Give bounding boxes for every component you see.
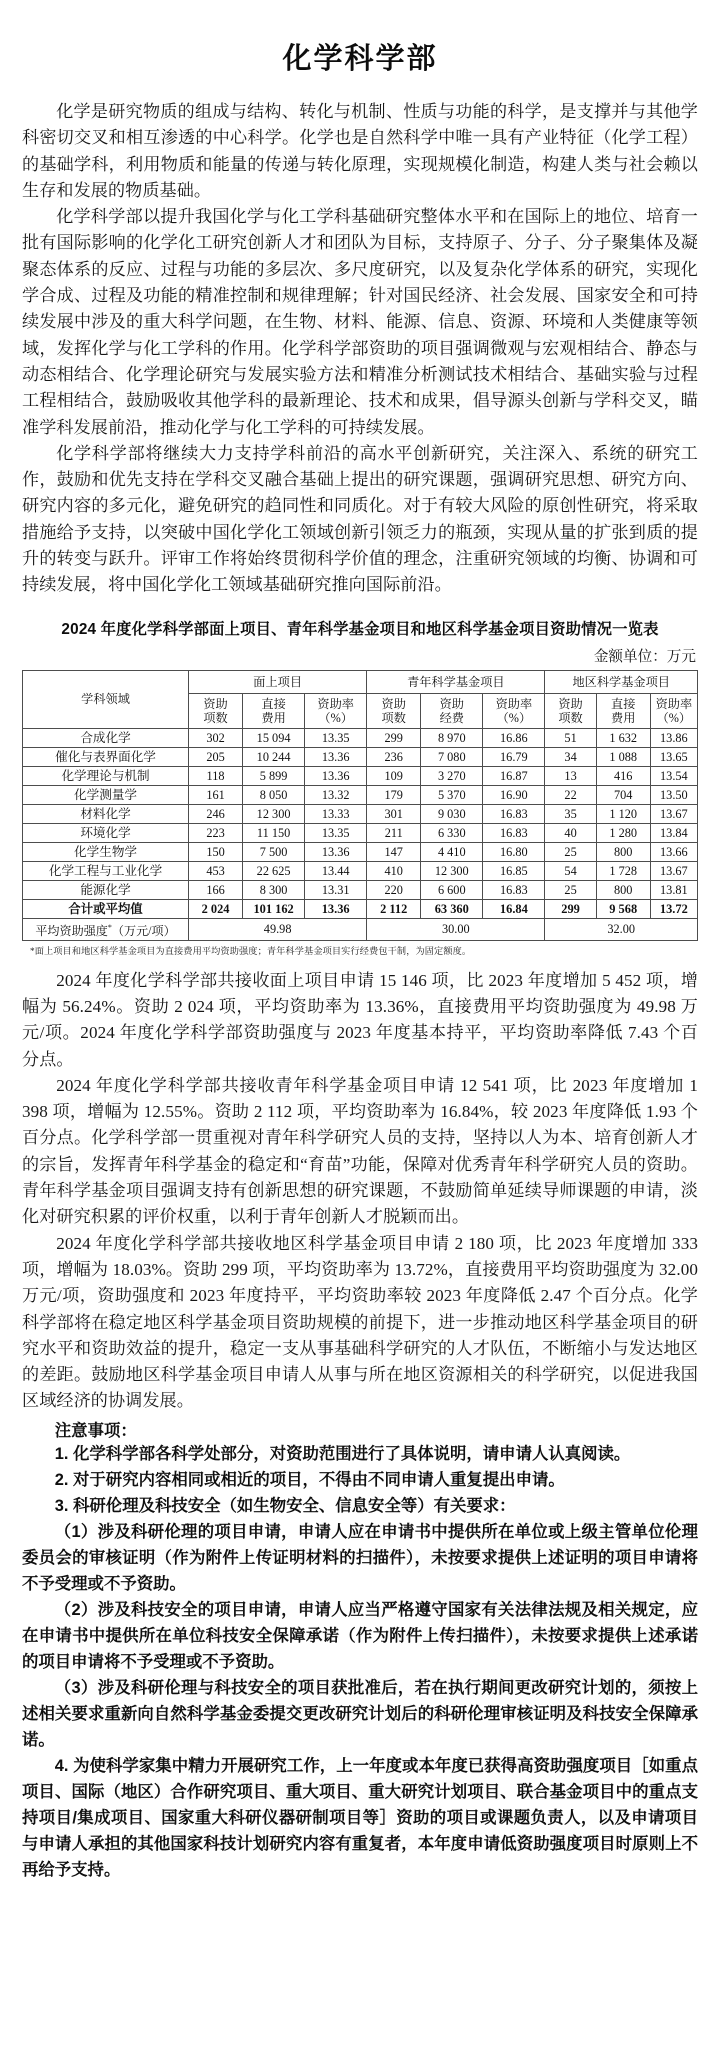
cell-value: 1 280 [596, 823, 650, 842]
cell-value: 16.83 [483, 880, 545, 899]
cell-value: 179 [367, 785, 421, 804]
col-header-region-rate [650, 693, 697, 728]
cell-field: 环境化学 [23, 823, 189, 842]
note-item: 1. 化学科学部各科学处部分，对资助范围进行了具体说明，请申请人认真阅读。 [54, 1444, 631, 1463]
note-item: 2. 对于研究内容相同或相近的项目，不得由不同申请人重复提出申请。 [54, 1470, 565, 1489]
col-header-youth-count [367, 693, 421, 728]
col-header-region-count [545, 693, 596, 728]
cell-value: 236 [367, 747, 421, 766]
statistics-paragraphs [22, 968, 698, 1415]
cell-value: 51 [545, 728, 596, 747]
cell-value: 8 970 [421, 728, 483, 747]
cell-value: 13.54 [650, 766, 697, 785]
cell-value: 301 [367, 804, 421, 823]
table-intensity-row [23, 918, 698, 940]
cell-value: 34 [545, 747, 596, 766]
funding-table-block [22, 617, 698, 958]
cell-value: 118 [189, 766, 243, 785]
cell-field: 化学工程与工业化学 [23, 861, 189, 880]
cell-value: 25 [545, 880, 596, 899]
cell-value: 13.81 [650, 880, 697, 899]
sub-line: 项数 [558, 710, 583, 725]
cell-value: 147 [367, 842, 421, 861]
cell-value: 16.83 [483, 823, 545, 842]
cell-value: 13.35 [305, 823, 367, 842]
col-group-youth: 青年科学基金项目 [367, 670, 545, 693]
cell-value: 16.84 [483, 899, 545, 918]
note-item: （3）涉及科研伦理与科技安全的项目获批准后，若在执行期间更改研究计划的，须按上述相关要求重新向自然科学基金委提交更改研究计划后的科研伦理审核证明及科技安全保障承诺。 [22, 1678, 698, 1749]
cell-value: 13.36 [305, 899, 367, 918]
cell-value: 13.66 [650, 842, 697, 861]
col-header-region-direct-cost [596, 693, 650, 728]
cell-field: 催化与表界面化学 [23, 747, 189, 766]
cell-value: 12 300 [421, 861, 483, 880]
cell-value: 150 [189, 842, 243, 861]
cell-value: 8 300 [243, 880, 305, 899]
funding-table [22, 670, 698, 941]
col-header-field: 学科领域 [23, 670, 189, 728]
cell-value: 13.35 [305, 728, 367, 747]
table-row [23, 747, 698, 766]
cell-field: 合计或平均值 [23, 899, 189, 918]
cell-value: 13.84 [650, 823, 697, 842]
cell-value: 10 244 [243, 747, 305, 766]
sub-line: 资助率 [317, 696, 354, 711]
intro-paragraphs [22, 99, 698, 599]
cell-field: 能源化学 [23, 880, 189, 899]
cell-value: 54 [545, 861, 596, 880]
cell-value: 16.85 [483, 861, 545, 880]
sub-line: （%） [496, 710, 532, 725]
cell-value: 16.86 [483, 728, 545, 747]
col-header-general-rate [305, 693, 367, 728]
cell-value: 15 094 [243, 728, 305, 747]
col-header-general-direct-cost [243, 693, 305, 728]
cell-field: 化学生物学 [23, 842, 189, 861]
page-title: 化学科学部 [282, 43, 438, 75]
paragraph: 2024 年度化学科学部共接收地区科学基金项目申请 2 180 项，比 2023 年度增加 333 项，增幅为 18.03%。资助 299 项，平均资助率为 13.72%，直接费用平均资助强度为 32.00 万元/项，资助强度和 2023 年度持平，平均资助率较 2023 年度降低 2.47 个百分点。化学科学部将在稳定地区科学基金项目资助规模的前提下，进一步推动地区科学基金项目的研究水平和资助效益的提升，稳定一支从事基础科学研究的人才队伍，不断缩小与发达地区的差距。鼓励地区科学基金项目申请人从事与所在地区资源相关的科学研究，以促进我国区域经济的协调发展。 [22, 1233, 698, 1411]
table-body [23, 728, 698, 940]
cell-value: 22 [545, 785, 596, 804]
cell-value: 4 410 [421, 842, 483, 861]
cell-value: 416 [596, 766, 650, 785]
table-total-row [23, 899, 698, 918]
cell-value: 8 050 [243, 785, 305, 804]
col-header-youth-funding [421, 693, 483, 728]
table-row [23, 785, 698, 804]
cell-value: 704 [596, 785, 650, 804]
cell-value: 40 [545, 823, 596, 842]
sub-line: 资助 [381, 696, 406, 711]
note-item: 3. 科研伦理及科技安全（如生物安全、信息安全等）有关要求： [54, 1496, 516, 1515]
cell-value: 800 [596, 880, 650, 899]
cell-value: 12 300 [243, 804, 305, 823]
cell-value: 13.50 [650, 785, 697, 804]
cell-value: 13.65 [650, 747, 697, 766]
col-group-region: 地区科学基金项目 [545, 670, 698, 693]
notes-section [22, 1417, 698, 1883]
cell-value: 5 370 [421, 785, 483, 804]
sub-line: 费用 [611, 710, 636, 725]
cell-value: 1 120 [596, 804, 650, 823]
cell-value: 16.83 [483, 804, 545, 823]
cell-value: 205 [189, 747, 243, 766]
cell-value: 13.86 [650, 728, 697, 747]
cell-value: 7 500 [243, 842, 305, 861]
cell-value: 13.32 [305, 785, 367, 804]
cell-value: 220 [367, 880, 421, 899]
cell-value: 13.44 [305, 861, 367, 880]
cell-field: 材料化学 [23, 804, 189, 823]
cell-value: 223 [189, 823, 243, 842]
cell-value: 13.36 [305, 842, 367, 861]
sub-line: 经费 [439, 710, 464, 725]
cell-value: 101 162 [243, 899, 305, 918]
sub-line: 项数 [381, 710, 406, 725]
note-item: （1）涉及科研伦理的项目申请，申请人应在申请书中提供所在单位或上级主管单位伦理委员会的审核证明（作为附件上传证明材料的扫描件），未按要求提供上述证明的项目申请将不予受理或不予资助。 [22, 1522, 698, 1593]
col-header-general-count [189, 693, 243, 728]
cell-value: 16.90 [483, 785, 545, 804]
cell-intensity-youth: 30.00 [367, 918, 545, 940]
sub-line: 直接 [261, 696, 286, 711]
cell-value: 299 [545, 899, 596, 918]
cell-intensity-general: 49.98 [189, 918, 367, 940]
notes-heading: 注意事项： [54, 1421, 137, 1440]
sub-line: 费用 [261, 710, 286, 725]
sub-line: 资助 [439, 696, 464, 711]
cell-value: 63 360 [421, 899, 483, 918]
sub-line: 资助率 [655, 696, 693, 711]
table-caption: 2024 年度化学科学部面上项目、青年科学基金项目和地区科学基金项目资助情况一览表 [61, 620, 659, 638]
table-row [23, 823, 698, 842]
footnote-marker: * [107, 922, 112, 932]
cell-value: 1 728 [596, 861, 650, 880]
cell-value: 13.67 [650, 861, 697, 880]
paragraph: 化学科学部以提升我国化学与化工学科基础研究整体水平和在国际上的地位、培育一批有国际影响的化学化工研究创新人才和团队为目标，支持原子、分子、分子聚集体及凝聚态体系的反应、过程与功能的多层次、多尺度研究，以及复杂化学体系的研究，实现化学合成、过程及功能的精准控制和规律理解；针对国民经济、社会发展、国家安全和可持续发展中涉及的重大科学问题，在生物、材料、能源、信息、资源、环境和人类健康等领域，发挥化学与化工学科的作用。化学科学部资助的项目强调微观与宏观相结合、静态与动态相结合、化学理论研究与发展实验方法和精准分析测试技术相结合、基础实验与过程工程相结合，鼓励吸收其他学科的最新理论、技术和成果，倡导源头创新与学科交叉，瞄准学科发展前沿，推动化学与化工学科的可持续发展。 [22, 207, 698, 437]
cell-value: 211 [367, 823, 421, 842]
cell-value: 166 [189, 880, 243, 899]
table-row [23, 728, 698, 747]
cell-value: 13.36 [305, 766, 367, 785]
cell-value: 2 112 [367, 899, 421, 918]
cell-value: 109 [367, 766, 421, 785]
sub-line: （%） [656, 710, 692, 725]
table-group-header-row [23, 670, 698, 693]
sub-line: 直接 [611, 696, 636, 711]
cell-value: 9 030 [421, 804, 483, 823]
intensity-label-unit: （万元/项） [111, 923, 176, 938]
table-head [23, 670, 698, 728]
cell-value: 410 [367, 861, 421, 880]
cell-value: 13 [545, 766, 596, 785]
table-row [23, 842, 698, 861]
col-header-youth-rate [483, 693, 545, 728]
cell-value: 2 024 [189, 899, 243, 918]
cell-value: 302 [189, 728, 243, 747]
note-item: 4. 为使科学家集中精力开展研究工作，上一年度或本年度已获得高资助强度项目［如重点项目、国际（地区）合作研究项目、重大项目、重大研究计划项目、联合基金项目中的重点支持项目/集成项目、国家重大科研仪器研制项目等］资助的项目或课题负责人，以及申请项目与申请人承担的其他国家科技计划研究内容有重复者，本年度申请低资助强度项目时原则上不再给予支持。 [22, 1756, 698, 1879]
sub-line: 项数 [203, 710, 228, 725]
cell-field: 化学测量学 [23, 785, 189, 804]
table-footnote: *面上项目和地区科学基金项目为直接费用平均资助强度；青年科学基金项目实行经费包干制，为固定额度。 [30, 945, 472, 956]
cell-value: 6 330 [421, 823, 483, 842]
sub-line: （%） [318, 710, 353, 725]
paragraph: 化学是研究物质的组成与结构、转化与机制、性质与功能的科学，是支撑并与其他学科密切交叉和相互渗透的中心科学。化学也是自然科学中唯一具有产业特征（化学工程）的基础学科，利用物质和能量的传递与转化原理，实现规模化制造，构建人类与社会赖以生存和发展的物质基础。 [22, 102, 698, 200]
col-group-general: 面上项目 [189, 670, 367, 693]
cell-value: 453 [189, 861, 243, 880]
cell-value: 1 088 [596, 747, 650, 766]
paragraph: 化学科学部将继续大力支持学科前沿的高水平创新研究，关注深入、系统的研究工作，鼓励和优先支持在学科交叉融合基础上提出的研究课题，强调研究思想、研究方向、研究内容的多元化，避免研究的趋同性和同质化。对于有较大风险的原创性研究，将采取措施给予支持，以突破中国化学化工领域创新引领乏力的瓶颈，实现从量的扩张到质的提升的转变与跃升。评审工作将始终贯彻科学价值的理念，注重研究领域的均衡、协调和可持续发展，将中国化学化工领域基础研究推向国际前沿。 [22, 443, 698, 595]
cell-value: 13.33 [305, 804, 367, 823]
cell-value: 22 625 [243, 861, 305, 880]
cell-intensity-region: 32.00 [545, 918, 698, 940]
sub-line: 资助率 [495, 696, 533, 711]
cell-value: 16.79 [483, 747, 545, 766]
paragraph: 2024 年度化学科学部共接收青年科学基金项目申请 12 541 项，比 2023 年度增加 1 398 项，增幅为 12.55%。资助 2 112 项，平均资助率为 16.84%，较 2023 年度降低 1.93 个百分点。化学科学部一贯重视对青年科学研究人员的支持，坚持以人为本、培育创新人才的宗旨，发挥青年科学基金的稳定和“育苗”功能，保障对优秀青年科学研究人员的资助。青年科学基金项目强调支持有创新思想的研究课题，不鼓励简单延续导师课题的申请，淡化对研究积累的评价权重，以利于青年创新人才脱颖而出。 [22, 1075, 698, 1227]
intensity-label-text: 平均资助强度 [35, 923, 108, 938]
cell-value: 25 [545, 842, 596, 861]
cell-value: 6 600 [421, 880, 483, 899]
cell-value: 800 [596, 842, 650, 861]
cell-value: 13.67 [650, 804, 697, 823]
cell-value: 299 [367, 728, 421, 747]
table-row [23, 804, 698, 823]
cell-value: 9 568 [596, 899, 650, 918]
cell-value: 161 [189, 785, 243, 804]
paragraph: 2024 年度化学科学部共接收面上项目申请 15 146 项，比 2023 年度增加 5 452 项，增幅为 56.24%。资助 2 024 项，平均资助率为 13.36%，直接费用平均资助强度为 49.98 万元/项。2024 年度化学科学部资助强度与 2023 年度基本持平，平均资助率降低 7.43 个百分点。 [22, 970, 698, 1069]
cell-field: 化学理论与机制 [23, 766, 189, 785]
cell-field: 合成化学 [23, 728, 189, 747]
cell-value: 5 899 [243, 766, 305, 785]
note-item: （2）涉及科技安全的项目申请，申请人应当严格遵守国家有关法律法规及相关规定，应在申请书中提供所在单位科技安全保障承诺（作为附件上传扫描件），未按要求提供上述承诺的项目申请将不予受理或不予资助。 [22, 1600, 698, 1671]
table-row [23, 880, 698, 899]
cell-value: 13.36 [305, 747, 367, 766]
sub-line: 资助 [203, 696, 228, 711]
cell-value: 1 632 [596, 728, 650, 747]
cell-value: 16.87 [483, 766, 545, 785]
cell-value: 3 270 [421, 766, 483, 785]
table-row [23, 766, 698, 785]
cell-value: 35 [545, 804, 596, 823]
cell-value: 246 [189, 804, 243, 823]
sub-line: 资助 [558, 696, 583, 711]
cell-value: 11 150 [243, 823, 305, 842]
cell-value: 13.31 [305, 880, 367, 899]
table-unit-label: 金额单位：万元 [593, 648, 696, 665]
cell-value: 16.80 [483, 842, 545, 861]
table-row [23, 861, 698, 880]
cell-value: 13.72 [650, 899, 697, 918]
cell-value: 7 080 [421, 747, 483, 766]
cell-intensity-label [23, 918, 189, 940]
